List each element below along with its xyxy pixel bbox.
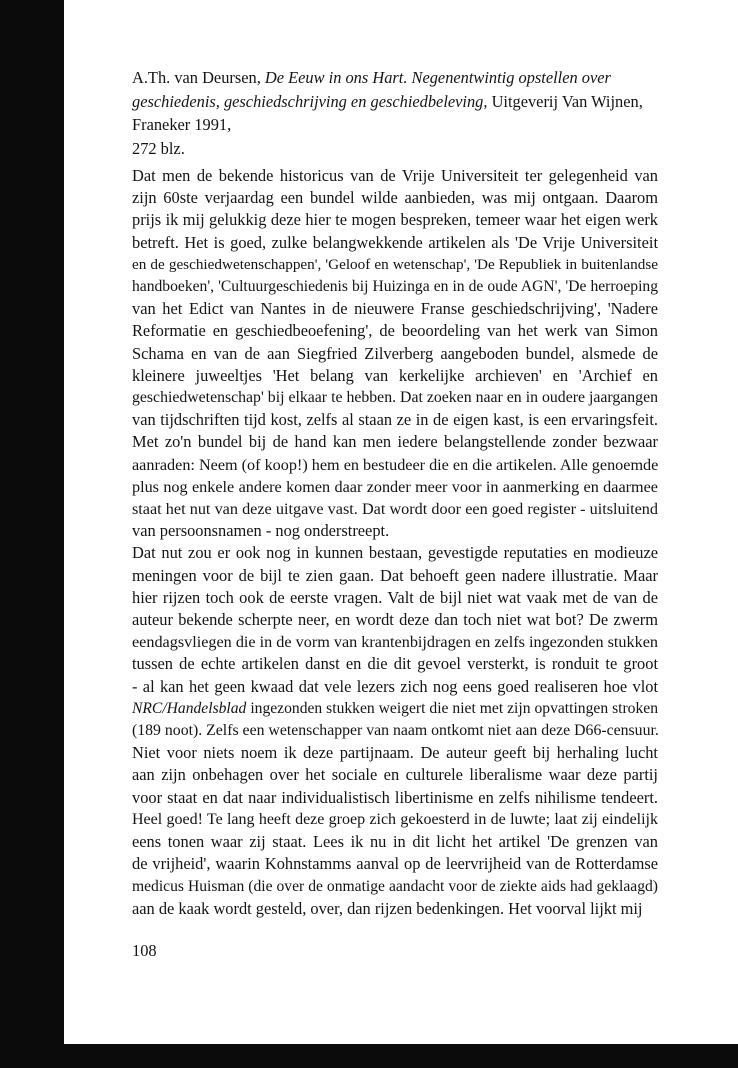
body-line: prijs ik mij gelukkig deze hier te mogen bespreken, temeer waar het eigen werk: [132, 210, 658, 230]
body-line: handboeken', 'Cultuurgeschiedenis bij Huizinga en in de oude AGN', 'De herroeping: [132, 278, 658, 296]
body-line: betreft. Het is goed, zulke belangwekkende artikelen als 'De Vrije Universiteit: [132, 232, 658, 252]
body-line: eendagsvliegen die in de vorm van krantenbijdragen en zelfs ingezonden stukken: [132, 633, 658, 652]
body-line: van tijdschriften tijd kost, zelfs al staan ze in de eigen kast, is een ervaringsfeit.: [132, 410, 658, 430]
body-line: hier rijzen toch ook de eerste vragen. Valt de bijl niet wat vaak met de van de: [132, 587, 658, 607]
body-line: medicus Huisman (die over de onmatige aandacht voor de ziekte aids had geklaagd): [132, 877, 658, 895]
citation-publisher: Uitgeverij Van Wijnen, Franeker 1991,: [132, 91, 643, 134]
page-number: 108: [132, 941, 157, 960]
body-line: Niet voor niets noem ik deze partijnaam. De auteur geeft bij herhaling lucht: [132, 743, 658, 763]
review-body: [132, 165, 658, 920]
body-line: NRC/Handelsblad ingezonden stukken weigert die niet met zijn opvattingen stroken: [132, 699, 658, 717]
body-line: Reformatie en geschiedbeoefening', de beoordeling van het werk van Simon: [132, 321, 658, 341]
body-line: auteur bekende scherpte neer, en wordt deze dan toch niet wat bot? De zwerm: [132, 610, 658, 630]
body-line: Schama en van de aan Siegfried Zilverberg aangeboden bundel, alsmede de: [132, 343, 658, 363]
body-line: aanraden: Neem (of koop!) hem en bestudeer die en die artikelen. Alle genoemde: [132, 455, 659, 474]
citation-author: A.Th. van Deursen,: [132, 68, 265, 87]
body-line: tussen de echte artikelen danst en die dit gevoel versterkt, is ronduit te groot: [132, 654, 658, 674]
body-line: aan zijn onbehagen over het sociale en culturele liberalisme waar deze partij: [132, 765, 658, 785]
body-line: kleinere juweeltjes 'Het belang van kerkelijke archieven' en 'Archief en: [132, 365, 658, 385]
body-line: - al kan het geen kwaad dat vele lezers zich nog eens goed realiseren hoe vlot: [132, 676, 658, 696]
body-line: voor staat en dat naar individualistisch libertinisme en zelfs nihilisme tendeert.: [132, 787, 658, 807]
scan-left-border: [0, 0, 64, 1068]
body-line: van het Edict van Nantes in de nieuwere Franse geschiedschrijving', 'Nadere: [132, 299, 658, 319]
body-line: Dat men de bekende historicus van de Vrije Universiteit ter gelegenheid van: [132, 166, 658, 185]
body-line: geschiedwetenschap' bij elkaar te hebben. Dat zoeken naar en in oudere jaargangen: [132, 389, 658, 407]
body-line: van persoonsnamen - nog onderstreept.: [132, 521, 390, 541]
body-line: de vrijheid', waarin Kohnstamms aanval op de leervrijheid van de Rotterdamse: [132, 854, 658, 874]
body-line: zijn 60ste verjaardag een bundel wilde aanbieden, was mij ontgaan. Daarom: [132, 188, 658, 208]
body-line: en de geschiedwetenschappen', 'Geloof en wetenschap', 'De Republiek in buitenlandse: [132, 255, 658, 273]
body-line: Heel goed! Te lang heeft deze groep zich gekoesterd in de luwte; laat zij eindelijk: [132, 810, 658, 828]
citation-title: De Eeuw in ons Hart. Negenentwintig opstellen over geschiedenis, geschiedschrijving en geschiedbeleving,: [132, 68, 611, 111]
body-line: Met zo'n bundel bij de hand kan men iedere belangstellende zonder bezwaar: [132, 432, 658, 452]
body-line: Dat nut zou er ook nog in kunnen bestaan, gevestigde reputaties en modieuze: [132, 543, 658, 563]
citation-pages: 272 blz.: [132, 138, 185, 158]
body-line: aan de kaak wordt gesteld, over, dan rijzen bedenkingen. Het voorval lijkt mij: [132, 898, 643, 918]
body-line: (189 noot). Zelfs een wetenschapper van naam ontkomt niet aan deze D66-censuur.: [132, 722, 659, 740]
body-line: eens tonen waar zij staat. Lees ik nu in dit licht het artikel 'De grenzen van: [132, 832, 658, 852]
body-line: meningen voor de bijl te zien gaan. Dat behoeft geen nadere illustratie. Maar: [132, 565, 658, 585]
scan-bottom-border: [0, 1044, 738, 1068]
body-line: plus nog enkele andere komen daar zonder meer voor in aanmerking en daarmee: [132, 477, 658, 496]
newspaper-title: NRC/Handelsblad: [132, 699, 247, 717]
book-citation: [132, 66, 658, 160]
body-line: staat het nut van deze uitgave vast. Dat wordt door een goed register - uitsluitend: [132, 500, 658, 519]
